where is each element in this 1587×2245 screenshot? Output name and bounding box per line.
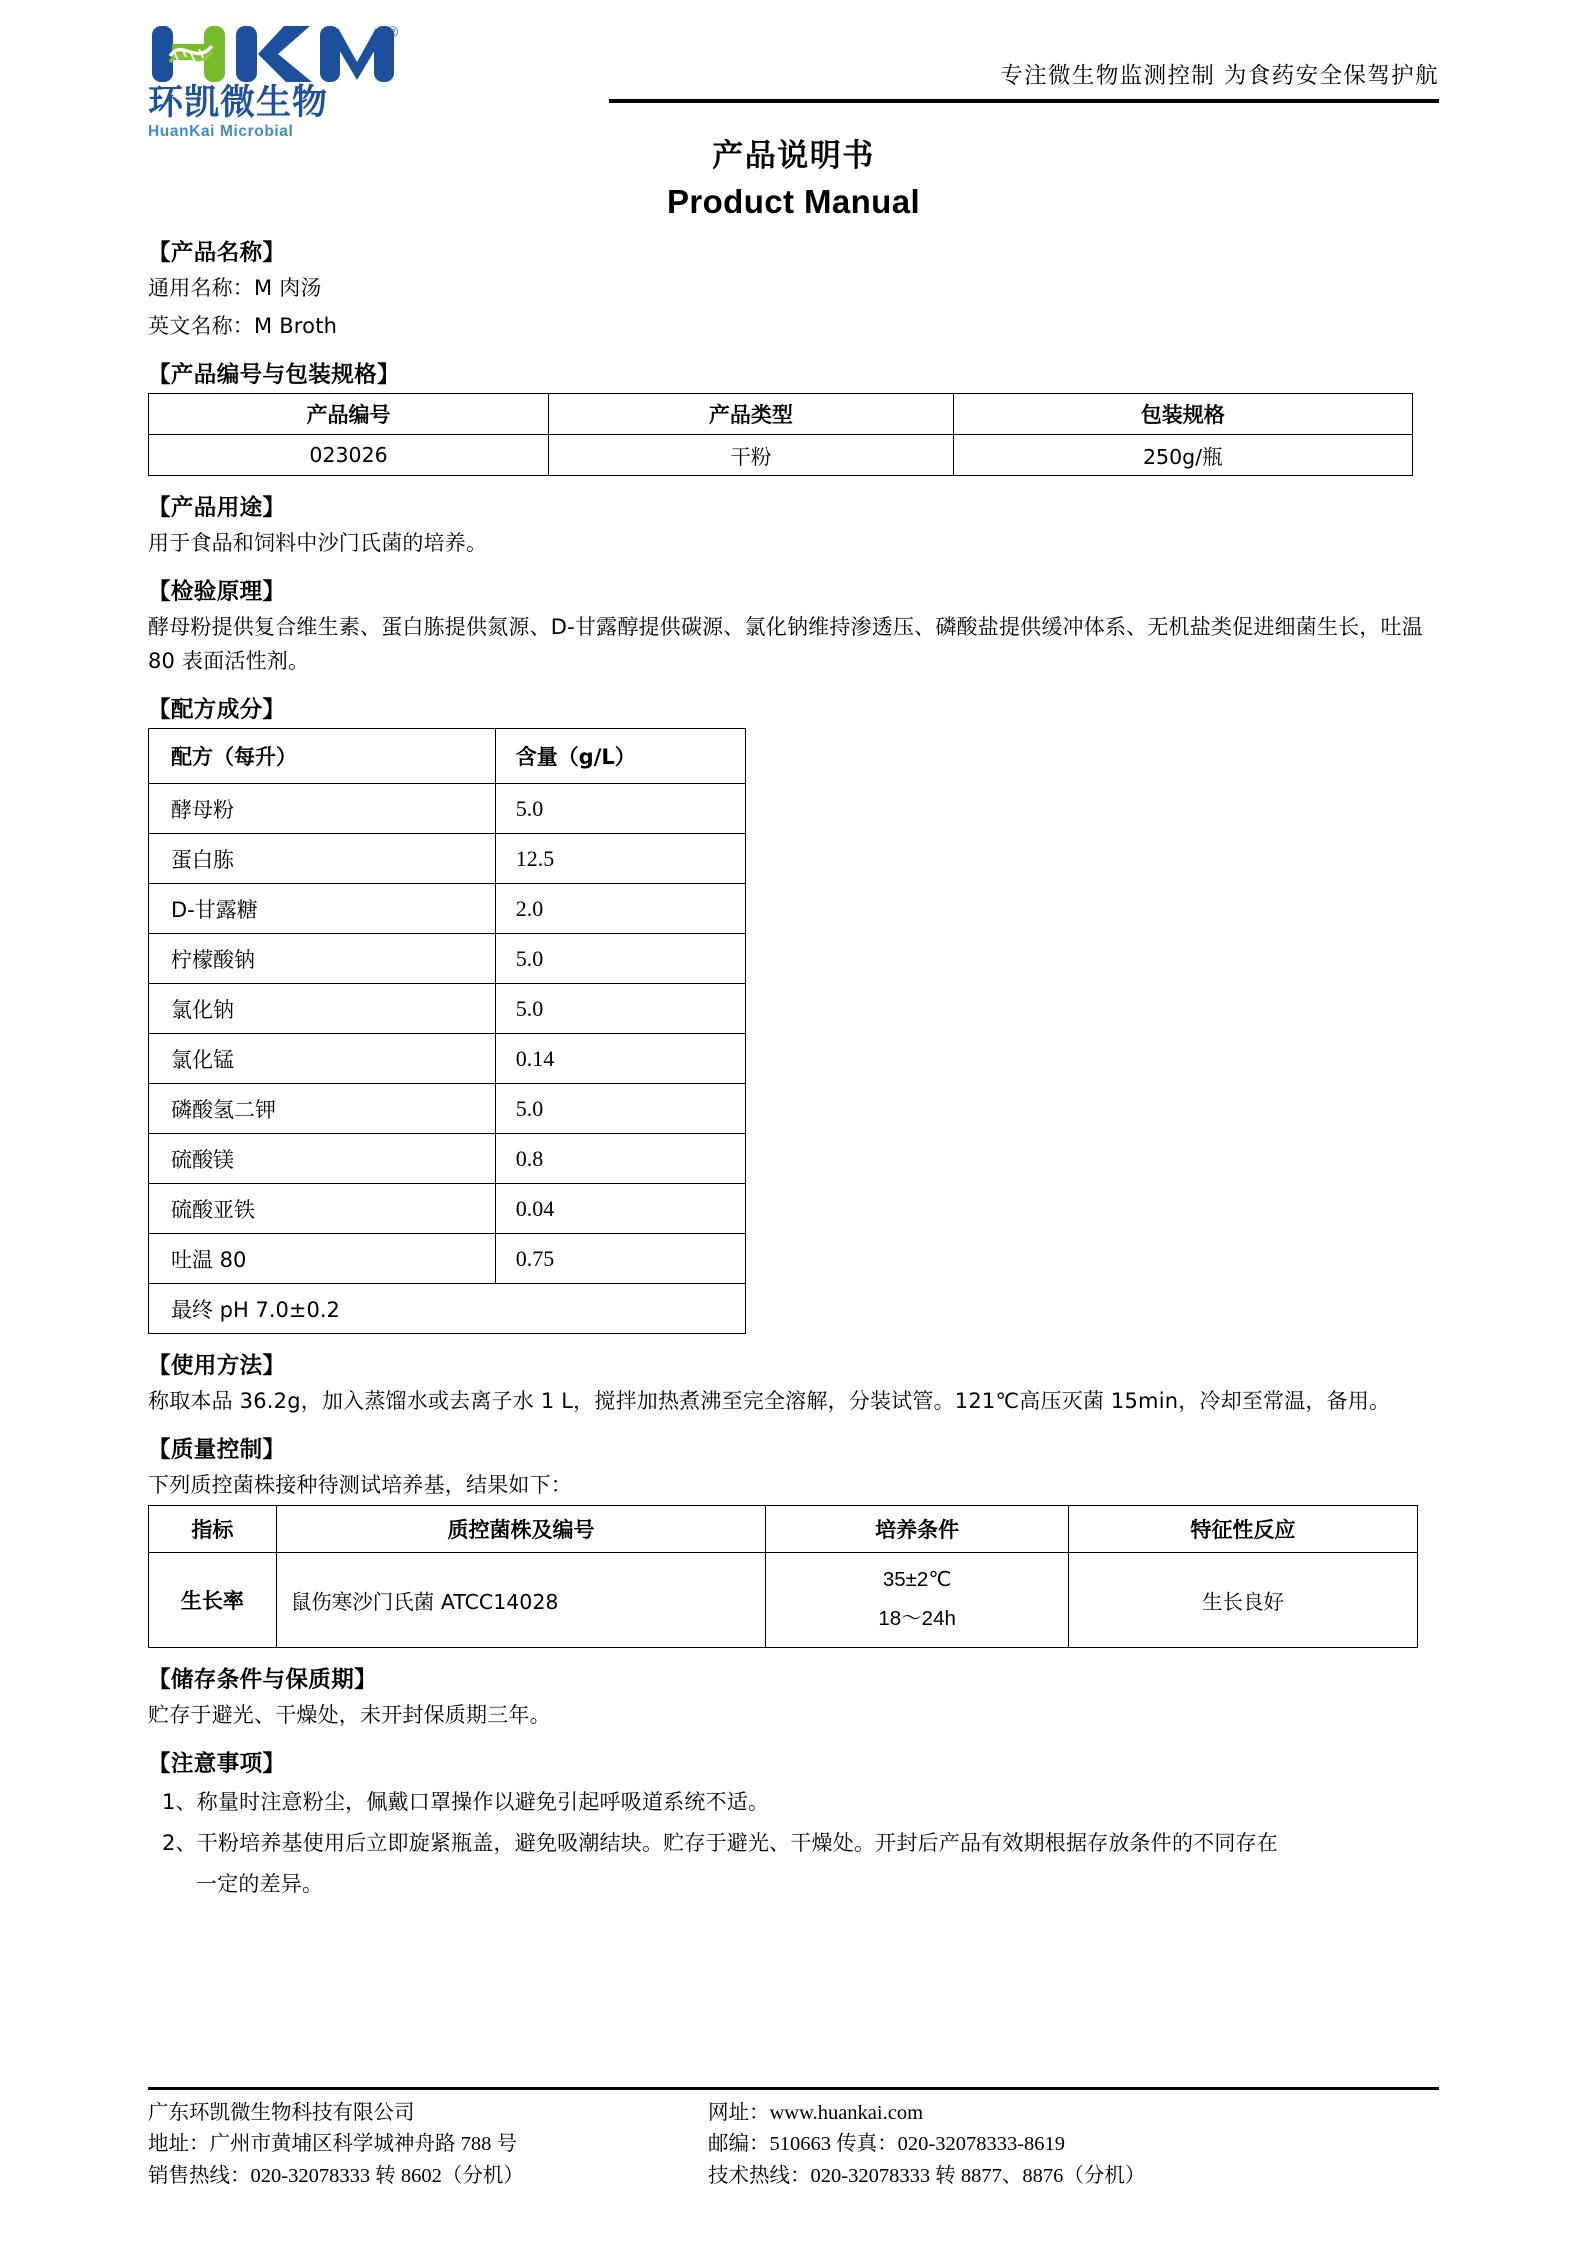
footer-columns <box>148 2098 1439 2193</box>
section-heading-product-name: 【产品名称】 <box>148 240 286 266</box>
english-name-value: M Broth <box>254 314 338 339</box>
usage-text: 用于食品和饲料中沙门氏菌的培养。 <box>148 531 488 556</box>
table-header-row <box>149 1506 1418 1553</box>
method-text: 称取本品 36.2g，加入蒸馏水或去离子水 1 L，搅拌加热煮沸至完全溶解，分装试管。121℃高压灭菌 15min，冷却至常温，备用。 <box>148 1389 1391 1414</box>
qc-value-strain: 鼠伤寒沙门氏菌 ATCC14028 <box>276 1553 765 1648</box>
formula-ingredient: 硫酸亚铁 <box>149 1184 496 1234</box>
formula-amount: 5.0 <box>495 1084 745 1134</box>
page-header <box>148 0 1439 140</box>
qc-condition-time: 18～24h <box>878 1607 956 1631</box>
footer-tech-hotline: 技术热线：020-32078333 转 8877、8876（分机） <box>708 2165 1146 2188</box>
formula-amount: 0.8 <box>495 1134 745 1184</box>
note-item: 2、干粉培养基使用后立即旋紧瓶盖，避免吸潮结块。贮存于避光、干燥处。开封后产品有效期根据存放条件的不同存在 <box>162 1831 1278 1856</box>
table-row <box>149 1034 746 1084</box>
formula-ingredient: 吐温 80 <box>149 1234 496 1284</box>
qc-condition-temperature: 35±2℃ <box>882 1568 952 1592</box>
header-tagline-block <box>416 22 1439 103</box>
footer-company-name: 广东环凯微生物科技有限公司 <box>148 2101 415 2124</box>
english-name-label: 英文名称： <box>148 314 254 339</box>
footer-postcode-fax: 邮编：510663 传真：020-32078333-8619 <box>708 2133 1066 2156</box>
quality-control-table <box>148 1505 1418 1648</box>
storage-text: 贮存于避光、干燥处，未开封保质期三年。 <box>148 1702 551 1727</box>
footer-website: 网址：www.huankai.com <box>708 2101 924 2124</box>
section-heading-storage: 【储存条件与保质期】 <box>148 1666 378 1693</box>
formula-ingredient: 蛋白胨 <box>149 834 496 884</box>
hkm-logo-icon <box>148 22 400 84</box>
table-row <box>149 884 746 934</box>
formula-amount: 0.75 <box>495 1234 745 1284</box>
spec-col-product-code: 产品编号 <box>149 394 549 435</box>
footer-sales-hotline: 销售热线：020-32078333 转 8602（分机） <box>148 2165 524 2188</box>
section-heading-quality: 【质量控制】 <box>148 1437 286 1464</box>
formula-amount: 5.0 <box>495 784 745 834</box>
qc-value-condition <box>766 1553 1069 1648</box>
formula-col-amount: 含量（g/L） <box>495 729 745 784</box>
table-header-row <box>149 394 1413 435</box>
formula-final-ph: 最终 pH 7.0±0.2 <box>149 1284 746 1334</box>
spec-table <box>148 393 1413 476</box>
qc-col-strain: 质控菌株及编号 <box>276 1506 765 1553</box>
qc-value-index: 生长率 <box>149 1553 277 1648</box>
note-item: 1、称量时注意粉尘，佩戴口罩操作以避免引起呼吸道系统不适。 <box>162 1790 770 1814</box>
english-name-row <box>148 309 1439 343</box>
footer-divider <box>148 2087 1439 2090</box>
registered-trademark-icon: ® <box>386 24 398 41</box>
table-header-row <box>149 729 746 784</box>
section-heading-principle: 【检验原理】 <box>148 579 286 606</box>
table-row <box>149 934 746 984</box>
table-row <box>149 1234 746 1284</box>
common-name-row <box>148 271 1439 305</box>
footer-right-column <box>708 2098 1439 2193</box>
formula-ingredient: 磷酸氢二钾 <box>149 1084 496 1134</box>
qc-col-reaction: 特征性反应 <box>1069 1506 1418 1553</box>
common-name-label: 通用名称： <box>148 276 254 300</box>
footer-address: 地址：广州市黄埔区科学城神舟路 788 号 <box>148 2133 517 2156</box>
formula-amount: 5.0 <box>495 934 745 984</box>
footer-left-column <box>148 2098 708 2193</box>
formula-table <box>148 728 746 1334</box>
quality-intro: 下列质控菌株接种待测试培养基，结果如下： <box>148 1473 572 1498</box>
formula-amount: 2.0 <box>495 884 745 934</box>
table-row <box>149 834 746 884</box>
note-item-continuation: 一定的差异。 <box>196 1872 324 1897</box>
table-row <box>149 1134 746 1184</box>
section-heading-method: 【使用方法】 <box>148 1353 286 1380</box>
table-row <box>149 435 1413 476</box>
spec-value-packaging: 250g/瓶 <box>953 435 1412 476</box>
logo-chinese-name: 环凯微生物 <box>148 83 329 123</box>
formula-col-name: 配方（每升） <box>149 729 496 784</box>
table-row <box>149 784 746 834</box>
common-name-value: M 肉汤 <box>254 276 322 300</box>
formula-ingredient: 氯化锰 <box>149 1034 496 1084</box>
spec-col-packaging: 包装规格 <box>953 394 1412 435</box>
formula-amount: 5.0 <box>495 984 745 1034</box>
formula-ingredient: 氯化钠 <box>149 984 496 1034</box>
page-title-en: Product Manual <box>666 183 921 220</box>
logo-english-name: HuanKai Microbial <box>148 122 294 140</box>
table-row <box>149 1184 746 1234</box>
formula-amount: 12.5 <box>495 834 745 884</box>
formula-amount: 0.14 <box>495 1034 745 1084</box>
spec-value-product-code: 023026 <box>149 435 549 476</box>
spec-col-product-type: 产品类型 <box>549 394 954 435</box>
page-footer <box>148 2087 1439 2193</box>
formula-ingredient: 硫酸镁 <box>149 1134 496 1184</box>
section-heading-usage: 【产品用途】 <box>148 495 286 522</box>
table-row <box>149 984 746 1034</box>
header-divider <box>609 99 1439 103</box>
qc-col-condition: 培养条件 <box>766 1506 1069 1553</box>
header-tagline: 专注微生物监测控制 为食药安全保驾护航 <box>1000 63 1439 89</box>
formula-amount: 0.04 <box>495 1184 745 1234</box>
table-row <box>149 1553 1418 1648</box>
formula-ingredient: 酵母粉 <box>149 784 496 834</box>
principle-text: 酵母粉提供复合维生素、蛋白胨提供氮源、D-甘露醇提供碳源、氯化钠维持渗透压、磷酸盐提供缓冲体系、无机盐类促进细菌生长，吐温 80 表面活性剂。 <box>148 615 1423 674</box>
page-title-cn: 产品说明书 <box>712 138 875 174</box>
company-logo <box>148 22 416 141</box>
qc-value-reaction: 生长良好 <box>1069 1553 1418 1648</box>
table-row <box>149 1084 746 1134</box>
table-row-ph <box>149 1284 746 1334</box>
qc-col-index: 指标 <box>149 1506 277 1553</box>
section-heading-notes: 【注意事项】 <box>148 1751 286 1777</box>
formula-ingredient: 柠檬酸钠 <box>149 934 496 984</box>
section-heading-spec: 【产品编号与包装规格】 <box>148 362 400 389</box>
spec-value-product-type: 干粉 <box>549 435 954 476</box>
section-heading-formula: 【配方成分】 <box>148 697 286 724</box>
formula-ingredient: D-甘露糖 <box>149 884 496 934</box>
